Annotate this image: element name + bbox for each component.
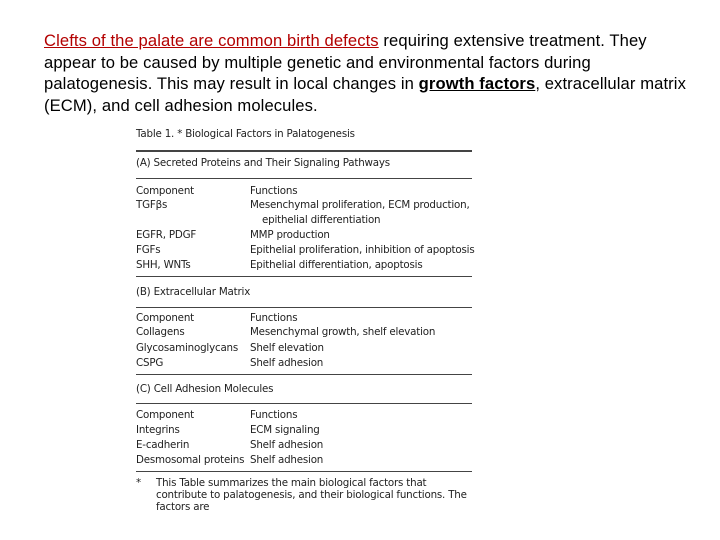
column-header: Functions <box>250 312 298 324</box>
table-rule <box>136 471 472 472</box>
functions-cell: Shelf adhesion <box>250 454 324 466</box>
column-header: Functions <box>250 185 298 197</box>
component-cell: E-cadherin <box>136 439 190 451</box>
column-header: Functions <box>250 409 298 421</box>
table-title: Table 1. * Biological Factors in Palatogenesis <box>136 128 355 140</box>
functions-cell: ECM signaling <box>250 424 320 436</box>
table-rule <box>136 178 472 179</box>
functions-cell: Epithelial proliferation, inhibition of apoptosis <box>250 244 475 256</box>
table-rule <box>136 276 472 277</box>
component-cell: CSPG <box>136 357 164 369</box>
intro-text-1: requiring extensive treatment. They appear to be caused by multiple genetic and environmental factors during palatogenesis. This may result in local changes in <box>44 31 647 93</box>
component-cell: EGFR, PDGF <box>136 229 197 241</box>
column-header: Component <box>136 312 194 324</box>
component-cell: Glycosaminoglycans <box>136 342 239 354</box>
component-cell: Collagens <box>136 326 185 338</box>
cleft-palate-link[interactable]: Clefts of the palate are common birth defects <box>44 31 379 50</box>
functions-cell: Shelf adhesion <box>250 357 324 369</box>
functions-cell: Shelf adhesion <box>250 439 324 451</box>
table-rule <box>136 374 472 375</box>
intro-text-2: , extracellular matrix (ECM), and cell adhesion molecules. <box>44 74 686 115</box>
column-header: Component <box>136 185 194 197</box>
component-cell: Integrins <box>136 424 180 436</box>
table-rule <box>136 403 472 404</box>
functions-cell: Epithelial differentiation, apoptosis <box>250 259 423 271</box>
component-cell: Desmosomal proteins <box>136 454 245 466</box>
section-heading: (B) Extracellular Matrix <box>136 286 251 298</box>
functions-cell: epithelial differentiation <box>262 214 381 226</box>
component-cell: SHH, WNTs <box>136 259 191 271</box>
functions-cell: Shelf elevation <box>250 342 324 354</box>
footnote-text: This Table summarizes the main biological factors that contribute to palatogenesis, and their biological functions. The factors are <box>156 477 467 513</box>
footnote-marker: * <box>136 477 141 489</box>
table-rule <box>136 307 472 308</box>
table-rule <box>136 150 472 152</box>
intro-paragraph <box>44 30 694 116</box>
functions-cell: Mesenchymal proliferation, ECM production, <box>250 199 470 211</box>
section-heading: (C) Cell Adhesion Molecules <box>136 383 274 395</box>
component-cell: TGFβs <box>136 199 168 211</box>
functions-cell: Mesenchymal growth, shelf elevation <box>250 326 436 338</box>
section-heading: (A) Secreted Proteins and Their Signaling Pathways <box>136 157 390 169</box>
component-cell: FGFs <box>136 244 161 256</box>
growth-factors-link[interactable]: growth factors <box>418 74 536 93</box>
column-header: Component <box>136 409 194 421</box>
functions-cell: MMP production <box>250 229 330 241</box>
